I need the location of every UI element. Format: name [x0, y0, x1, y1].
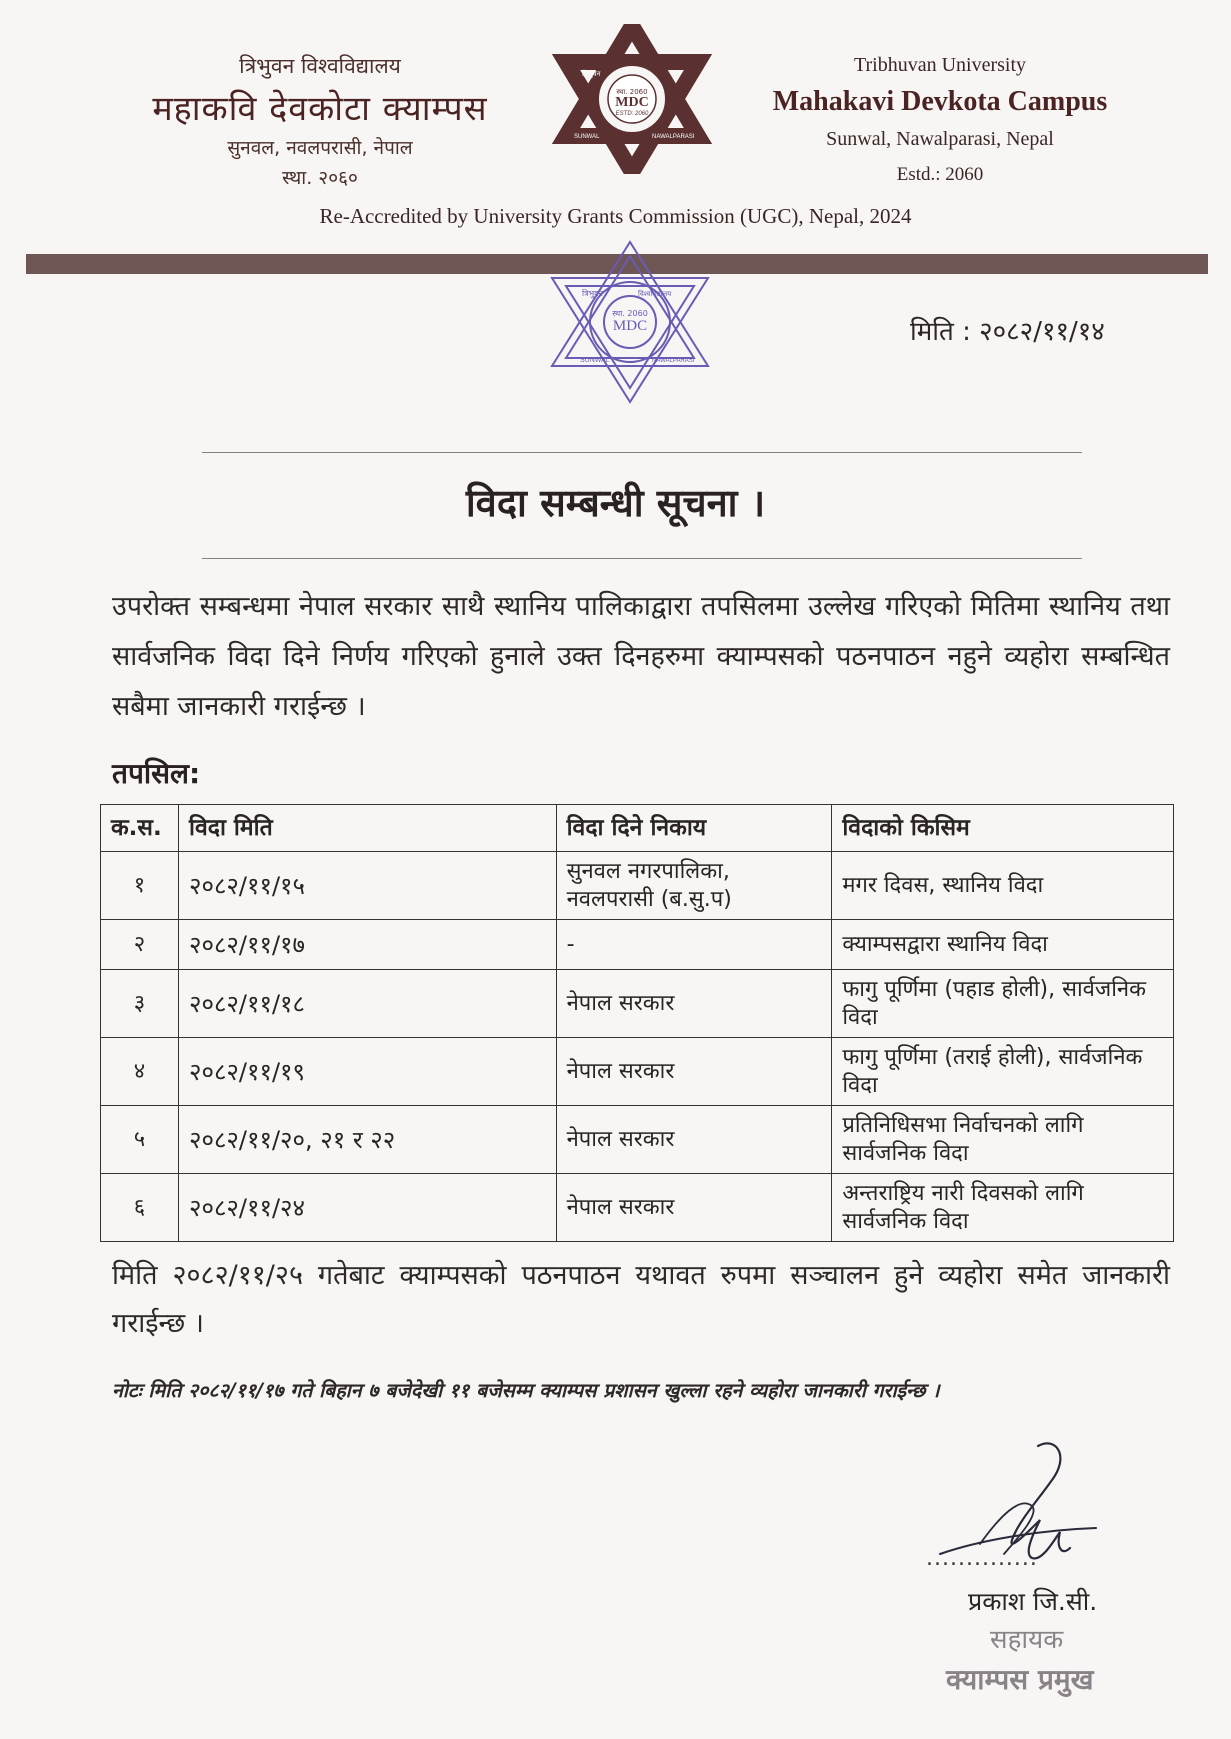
row-authority: सुनवल नगरपालिका, नवलपरासी (ब.सु.प)	[556, 852, 832, 920]
title-rule-bottom	[202, 558, 1082, 559]
row-type: क्याम्पसद्वारा स्थानिय विदा	[832, 920, 1174, 970]
row-date: २०८२/११/१८	[178, 970, 556, 1038]
header-serial: क.स.	[101, 805, 179, 852]
resume-notice: मिति २०८२/११/२५ गतेबाट क्याम्पसको पठनपाठन यथावत रुपमा सञ्चालन हुने व्यहोरा समेत जानकारी गराईन्छ ।	[112, 1260, 1170, 1339]
stamp-corner-nawalparasi: NAWALPARASI	[652, 358, 695, 364]
stamp-corner-tribhuvan: त्रिभुवन	[582, 289, 603, 298]
campus-name-english: Mahakavi Devkota Campus	[772, 86, 1108, 117]
notice-date: मिति : २०८२/११/१४	[910, 317, 1105, 347]
row-authority: नेपाल सरकार	[556, 1106, 832, 1174]
stamp-corner-vishwavidyalaya: विश्वविद्यालय	[638, 290, 672, 298]
header-holiday-type: विदाको किसिम	[832, 805, 1174, 852]
title-rule-top	[202, 452, 1082, 453]
schedule-label: तपसिल:	[112, 757, 201, 790]
campus-address-english: Sunwal, Nawalparasi, Nepal	[826, 128, 1054, 150]
row-authority: नेपाल सरकार	[556, 970, 832, 1038]
campus-logo-icon	[548, 24, 716, 174]
row-authority: नेपाल सरकार	[556, 1038, 832, 1106]
row-type: प्रतिनिधिसभा निर्वाचनको लागि सार्वजनिक विदा	[832, 1106, 1174, 1174]
notice-title: विदा सम्बन्धी सूचना ।	[465, 481, 766, 525]
accreditation-line: Re-Accredited by University Grants Commission (UGC), Nepal, 2024	[319, 204, 912, 228]
row-date: २०८२/११/२४	[178, 1174, 556, 1242]
holiday-table	[100, 804, 1174, 1242]
row-type: अन्तराष्ट्रिय नारी दिवसको लागि सार्वजनिक विदा	[832, 1174, 1174, 1242]
row-serial: २	[101, 920, 179, 970]
university-name-nepali: त्रिभुवन विश्वविद्यालय	[239, 54, 401, 78]
signature-dotted-line: ..............	[926, 1546, 1038, 1571]
office-hours-note: नोटः मिति २०८२/११/१७ गते बिहान ७ बजेदेखी ११ बजेसम्म क्याम्पस प्रशासन खुल्ला रहने व्यहोरा जानकारी गराईन्छ ।	[112, 1379, 940, 1402]
signatory-title-line1: सहायक	[990, 1625, 1064, 1655]
row-date: २०८२/११/१५	[178, 852, 556, 920]
row-type: फागु पूर्णिमा (पहाड होली), सार्वजनिक विदा	[832, 970, 1174, 1038]
logo-corner-nawalparasi: NAWALPARASI	[652, 134, 695, 140]
signatory-name: प्रकाश जि.सी.	[968, 1587, 1098, 1616]
logo-corner-tribhuvan: त्रिभुवन	[582, 70, 601, 78]
signatory-title-line2: क्याम्पस प्रमुख	[946, 1663, 1094, 1696]
header-holiday-date: विदा मिति	[178, 805, 556, 852]
campus-address-nepali: सुनवल, नवलपरासी, नेपाल	[227, 137, 413, 159]
row-date: २०८२/११/१७	[178, 920, 556, 970]
stamp-estd: स्था. 2060	[612, 309, 648, 318]
logo-estd-nepali: स्था. 2060	[616, 88, 648, 96]
table-row	[101, 1106, 1174, 1174]
table-row	[101, 920, 1174, 970]
row-authority: नेपाल सरकार	[556, 1174, 832, 1242]
row-date: २०८२/११/१९	[178, 1038, 556, 1106]
row-date: २०८२/११/२०, २१ र २२	[178, 1106, 556, 1174]
row-authority: -	[556, 920, 832, 970]
established-english: Estd.: 2060	[896, 164, 984, 185]
stamp-corner-sunwal: SUNWAL	[580, 357, 610, 364]
logo-estd-english: ESTD: 2060	[615, 111, 649, 117]
row-type: फागु पूर्णिमा (तराई होली), सार्वजनिक विदा	[832, 1038, 1174, 1106]
row-serial: १	[101, 852, 179, 920]
established-nepali: स्था. २०६०	[282, 167, 358, 189]
logo-corner-sunwal: SUNWAL	[574, 134, 600, 140]
row-serial: ५	[101, 1106, 179, 1174]
notice-body: उपरोक्त सम्बन्धमा नेपाल सरकार साथै स्थानिय पालिकाद्वारा तपसिलमा उल्लेख गरिएको मितिमा स्थानिय तथा सार्वजनिक विदा दिने निर्णय गरिएको हुनाले उक्त दिनहरुमा क्याम्पसको पठनपाठन नहुने व्यहोरा सम्बन्धित सबैमा जानकारी गराईन्छ ।	[112, 591, 1170, 722]
official-stamp-icon	[540, 238, 720, 406]
stamp-abbr: MDC	[612, 318, 648, 334]
campus-name-nepali: महाकवि देवकोटा क्याम्पस	[152, 89, 488, 129]
table-row	[101, 1038, 1174, 1106]
university-name-english: Tribhuvan University	[853, 54, 1027, 76]
row-serial: ४	[101, 1038, 179, 1106]
table-row	[101, 852, 1174, 920]
row-serial: ३	[101, 970, 179, 1038]
logo-abbr: MDC	[615, 95, 649, 110]
table-row	[101, 1174, 1174, 1242]
table-header-row	[101, 805, 1174, 852]
header-authority: विदा दिने निकाय	[556, 805, 832, 852]
row-type: मगर दिवस, स्थानिय विदा	[832, 852, 1174, 920]
table-row	[101, 970, 1174, 1038]
row-serial: ६	[101, 1174, 179, 1242]
